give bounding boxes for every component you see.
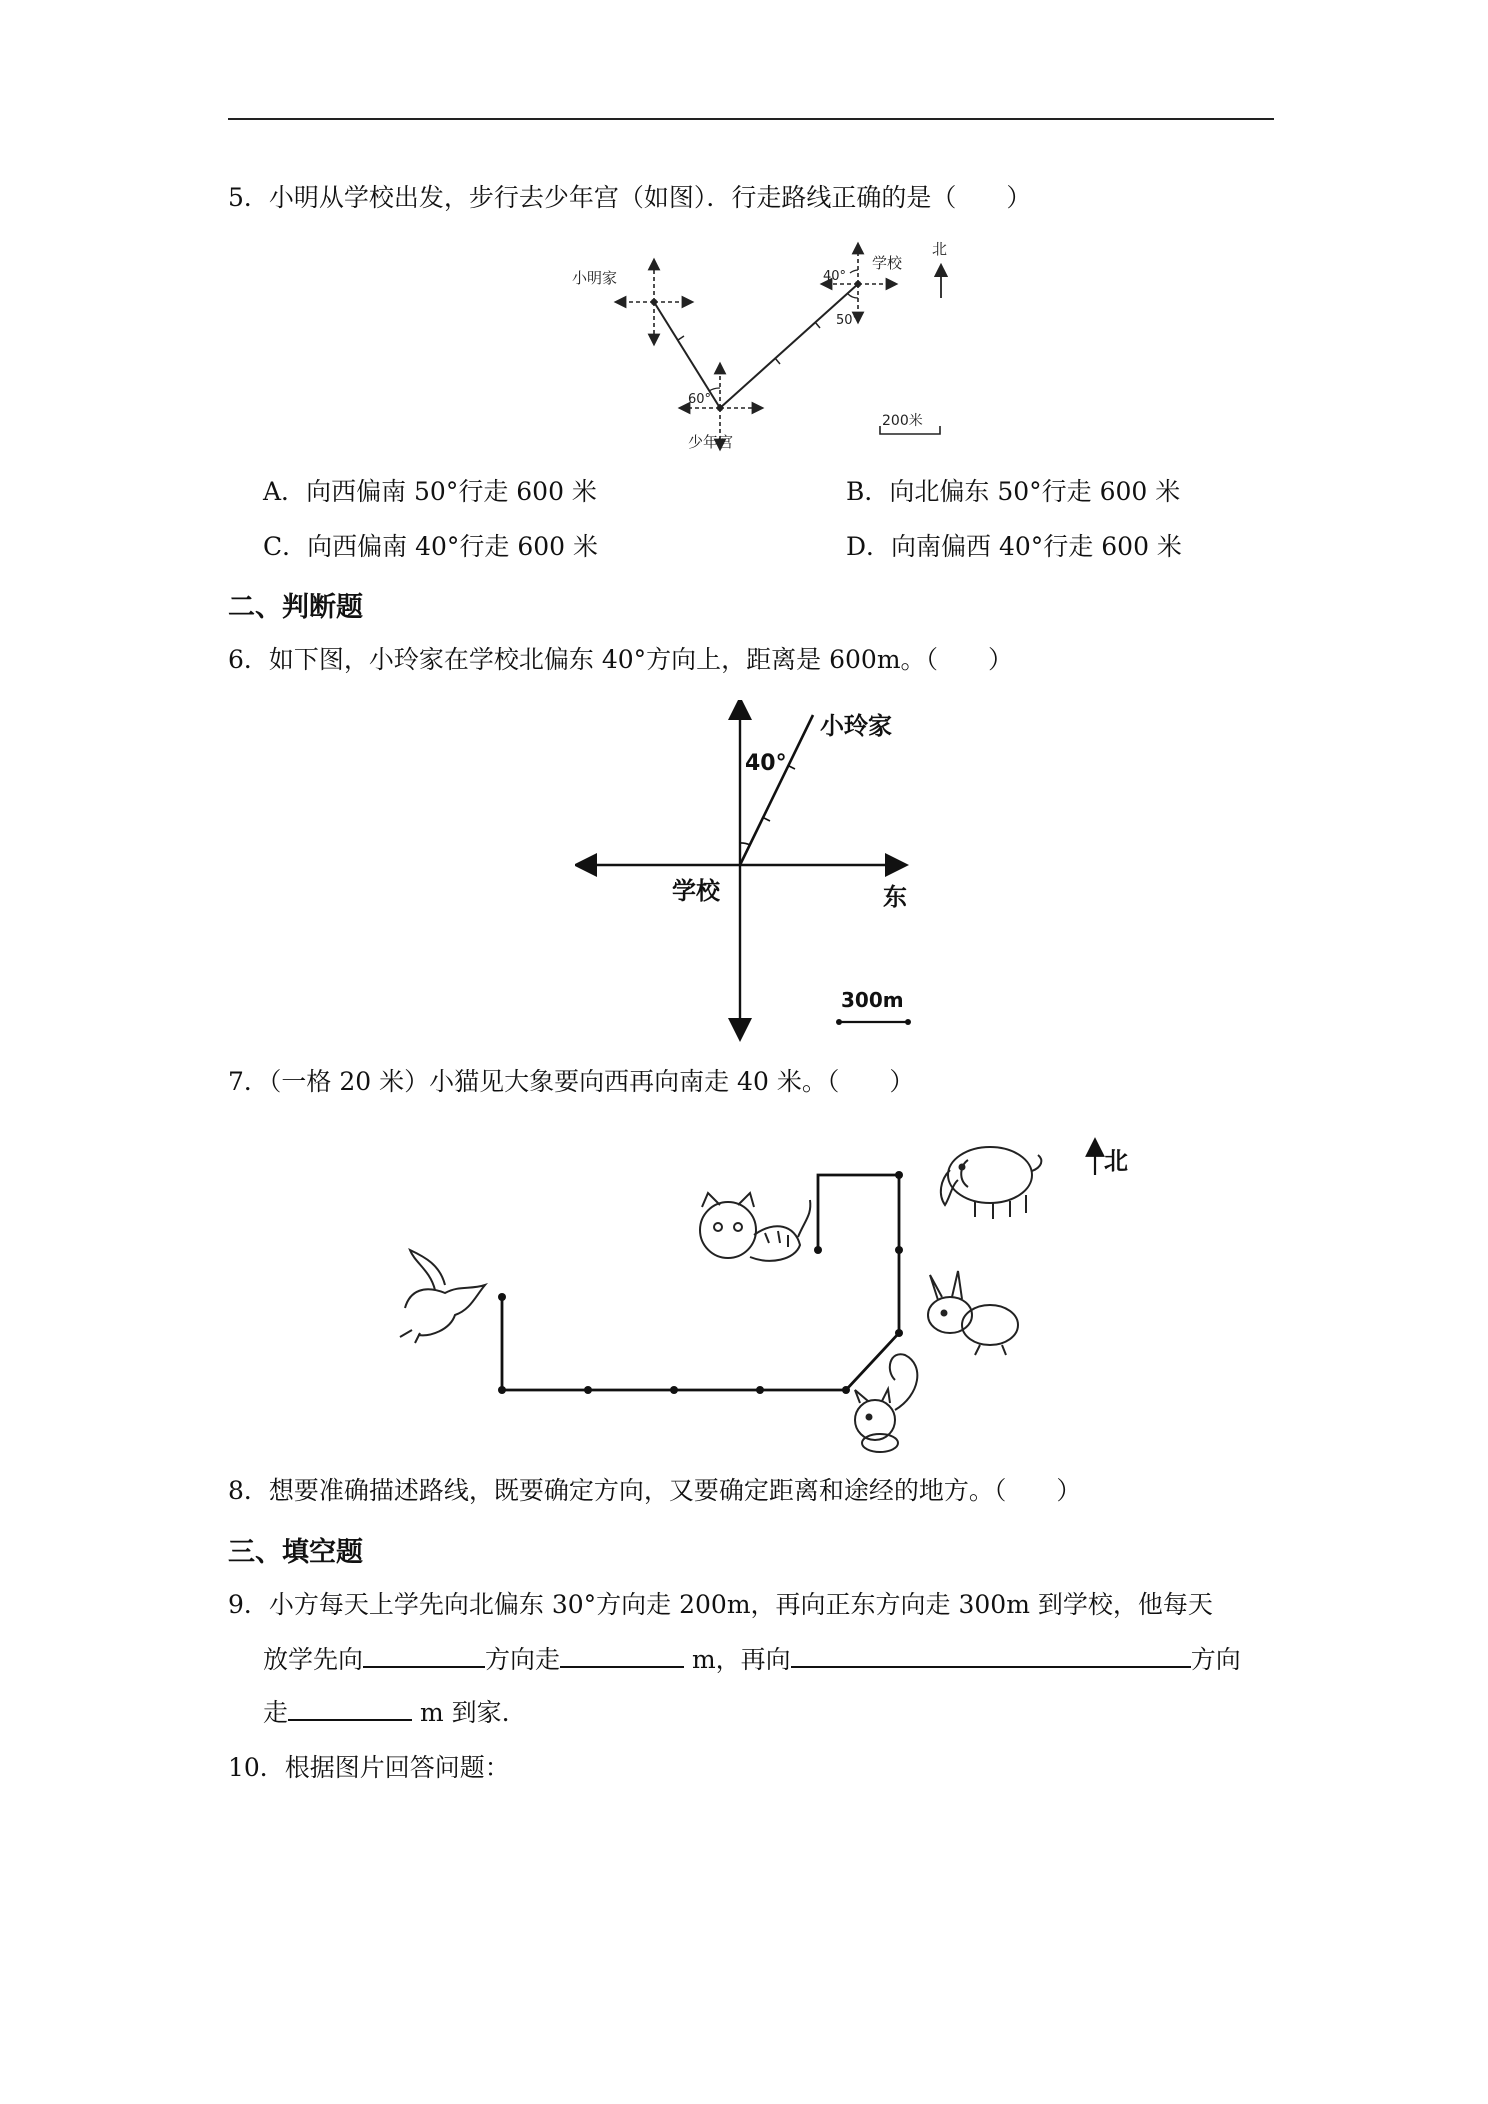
- fig5-palace-label: 少年宫: [688, 433, 734, 451]
- q9-line1: 9．小方每天上学先向北偏东 30°方向走 200m，再向正东方向走 300m 到学校，他每天: [228, 1590, 1213, 1619]
- q6-stem: 6．如下图，小玲家在学校北偏东 40°方向上，距离是 600m。（ ）: [228, 645, 1014, 674]
- fig5-north-label: 北: [932, 240, 948, 258]
- fig5-school-label: 学校: [872, 254, 903, 272]
- rabbit-icon: [928, 1271, 1018, 1355]
- header-rule: [228, 118, 1274, 120]
- fig6-east-label: 东: [883, 883, 907, 911]
- fig5-angle-50: 50°: [836, 313, 860, 328]
- q5-option-b[interactable]: B．向北偏东 50°行走 600 米: [846, 477, 1181, 506]
- q9-line2: 放学先向 方向走 m，再向 方向: [263, 1640, 1241, 1677]
- fig6-angle-label: 40°: [745, 751, 787, 776]
- fig5-angle-40: 40°: [823, 269, 847, 284]
- fig6-scale-label: 300m: [841, 988, 904, 1012]
- blank-distance-2[interactable]: [288, 1693, 412, 1721]
- fig7-north-label: 北: [1104, 1147, 1128, 1175]
- q5-option-a[interactable]: A．向西偏南 50°行走 600 米: [263, 477, 597, 506]
- q8-stem: 8．想要准确描述路线，既要确定方向，又要确定距离和途经的地方。（ ）: [228, 1476, 1082, 1505]
- section-title-judgement: 二、判断题: [228, 592, 363, 623]
- q7-grid-map-figure: [390, 1125, 1150, 1455]
- fig5-angle-60: 60°: [688, 392, 712, 407]
- fig6-school-label: 学校: [672, 877, 720, 905]
- q5-route-figure: [570, 240, 960, 452]
- fig5-scale-label: 200米: [882, 413, 923, 429]
- blank-distance-1[interactable]: [560, 1640, 684, 1668]
- route-path: [502, 1175, 899, 1390]
- section-title-fill-in: 三、填空题: [228, 1537, 363, 1568]
- blank-direction-1[interactable]: [363, 1640, 485, 1668]
- q7-stem: 7．（一格 20 米）小猫见大象要向西再向南走 40 米。（ ）: [228, 1067, 915, 1096]
- q10-stem: 10．根据图片回答问题：: [228, 1753, 510, 1782]
- fig5-home-label: 小明家: [572, 269, 618, 287]
- q5-stem: 5．小明从学校出发，步行去少年宫（如图）．行走路线正确的是（ ）: [228, 183, 1032, 212]
- route-palace-school: [720, 284, 858, 408]
- q9-line3: 走 m 到家.: [263, 1693, 510, 1730]
- q6-direction-figure: [575, 700, 935, 1050]
- ray-to-home: [740, 715, 813, 865]
- fig6-home-label: 小玲家: [820, 712, 892, 740]
- elephant-icon: [941, 1147, 1042, 1219]
- q5-option-d[interactable]: D．向南偏西 40°行走 600 米: [846, 532, 1182, 561]
- cat-icon: [700, 1193, 810, 1261]
- blank-direction-2[interactable]: [791, 1640, 1191, 1668]
- q5-option-c[interactable]: C．向西偏南 40°行走 600 米: [263, 532, 599, 561]
- dove-icon: [400, 1250, 485, 1343]
